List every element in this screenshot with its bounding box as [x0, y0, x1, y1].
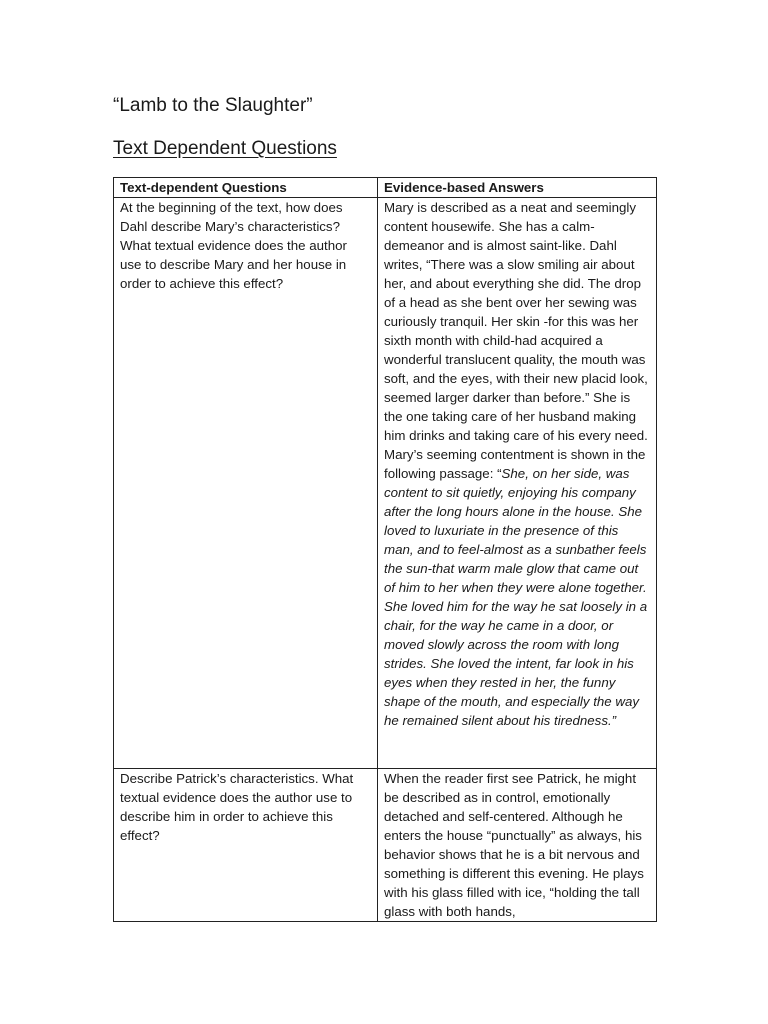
question-cell — [114, 769, 378, 922]
answer-cell — [378, 769, 657, 922]
header-questions: Text-dependent Questions — [114, 178, 378, 198]
question-cell — [114, 198, 378, 769]
header-answers: Evidence-based Answers — [378, 178, 657, 198]
document-title: “Lamb to the Slaughter” — [113, 95, 313, 116]
question-text: Describe Patrick’s characteristics. What textual evidence does the author use to describe him in order to achieve this effect? — [120, 771, 354, 843]
questions-table — [113, 177, 657, 922]
answer-text — [384, 198, 650, 730]
table-row — [114, 198, 657, 769]
answer-quote-text: She, on her side, was content to sit quietly, enjoying his company after the long hours alone in the house. She loved to luxuriate in the presence of this man, and to feel-almost as a sunbather feels the sun-that warm male glow that came out of him to her when they were alone together. She loved him for the way he sat loosely in a chair, for the way he came in a door, or moved slowly across the room with long strides. She loved the intent, far look in his eyes when they rested in her, the funny shape of the mouth, and especially the way he remained silent about his tiredness.” — [384, 466, 648, 728]
answer-plain-text: Mary is described as a neat and seemingly content housewife. She has a calm-demeanor and is almost saint-like. Dahl writes, “There was a slow smiling air about her, and about everything she did. The drop of a head as she bent over her sewing was curiously tranquil. Her skin -for this was her sixth month with child-had acquired a wonderful translucent quality, the mouth was soft, and the eyes, with their new placid look, seemed larger darker than before.” She is the one taking care of her husband making him drinks and taking care of his every need. Mary’s seeming contentment is shown in the following passage: “ — [384, 200, 648, 481]
document-subtitle: Text Dependent Questions — [113, 138, 337, 159]
table-header-row — [114, 178, 657, 198]
answer-text: When the reader first see Patrick, he might be described as in control, emotionally detached and self-centered. Although he enters the house “punctually” as always, his behavior shows that he is a bit nervous and something is different this evening. He plays with his glass filled with ice, “holding the tall glass with both hands, — [384, 771, 644, 919]
question-text: At the beginning of the text, how does Dahl describe Mary’s characteristics? What textual evidence does the author use to describe Mary and her house in order to achieve this effect? — [120, 200, 347, 291]
answer-cell — [378, 198, 657, 769]
table-row — [114, 769, 657, 922]
